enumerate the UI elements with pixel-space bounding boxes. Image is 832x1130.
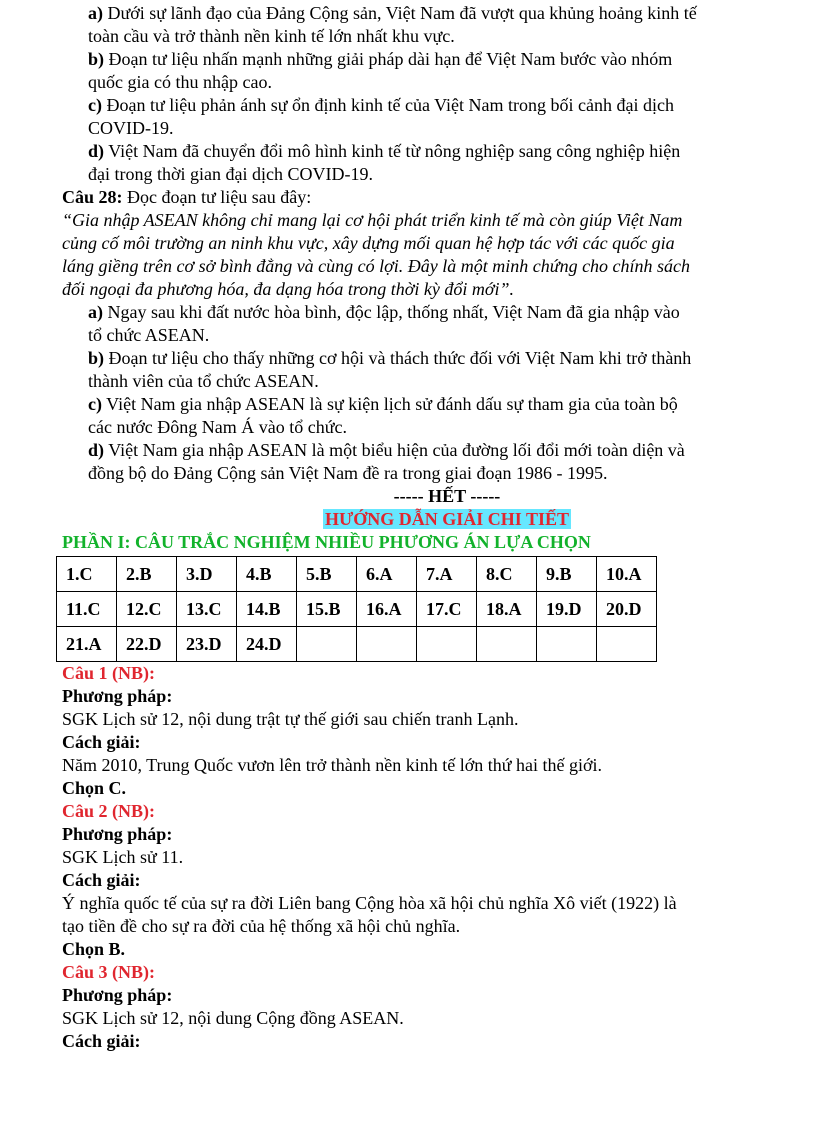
answer-cell: 11.C: [57, 592, 117, 627]
quote-line: củng cố môi trường an ninh khu vực, xây dựng mối quan hệ hợp tác với các quốc gia: [62, 233, 675, 253]
solution-heading: Câu 3 (NB):: [62, 962, 155, 982]
answer-cell: [357, 627, 417, 662]
answer-cell: [297, 627, 357, 662]
solve-text: [0, 892, 832, 938]
part-title: PHẦN I: CÂU TRẮC NGHIỆM NHIỀU PHƯƠNG ÁN LỰA CHỌN: [62, 532, 591, 552]
solve-text-line: tạo tiền đề cho sự ra đời của hệ thống xã hội chủ nghĩa.: [62, 916, 461, 936]
quote-line: đối ngoại đa phương hóa, đa dạng hóa trong thời kỳ đổi mới”.: [62, 279, 514, 299]
option-text-cont: tổ chức ASEAN.: [88, 325, 210, 345]
answer-cell: 13.C: [177, 592, 237, 627]
answer-cell: 8.C: [477, 557, 537, 592]
option-text: Dưới sự lãnh đạo của Đảng Cộng sản, Việt Nam đã vượt qua khủng hoảng kinh tế: [103, 3, 697, 23]
answer-cell: 18.A: [477, 592, 537, 627]
question-label: Câu 28:: [62, 187, 123, 207]
answer-cell: 4.B: [237, 557, 297, 592]
option-label: a): [88, 3, 103, 23]
answer-cell: 20.D: [597, 592, 657, 627]
solve-label: Cách giải:: [62, 1031, 141, 1051]
answer-cell: 10.A: [597, 557, 657, 592]
option-label: c): [88, 95, 102, 115]
option-text-cont: toàn cầu và trở thành nền kinh tế lớn nhất khu vực.: [88, 26, 455, 46]
q28-heading: [0, 186, 832, 209]
option-text-cont: quốc gia có thu nhập cao.: [88, 72, 272, 92]
solution-2: [0, 800, 832, 961]
answer-cell: 16.A: [357, 592, 417, 627]
option-label: b): [88, 348, 105, 368]
answer-cell: 1.C: [57, 557, 117, 592]
guide-title: HƯỚNG DẪN GIẢI CHI TIẾT: [324, 509, 570, 529]
solution-heading: Câu 1 (NB):: [62, 663, 155, 683]
q28-option-b: [0, 347, 832, 393]
q28-option-a: [0, 301, 832, 347]
method-text: SGK Lịch sử 12, nội dung Cộng đồng ASEAN.: [62, 1008, 404, 1028]
answer-cell: [417, 627, 477, 662]
solve-label: Cách giải:: [62, 732, 141, 752]
solve-label: Cách giải:: [62, 870, 141, 890]
answer-cell: [537, 627, 597, 662]
answer-cell: 12.C: [117, 592, 177, 627]
answer-table-body: [57, 557, 657, 662]
q27-option-a: [0, 2, 832, 48]
solve-text-line: Ý nghĩa quốc tế của sự ra đời Liên bang Cộng hòa xã hội chủ nghĩa Xô viết (1922) là: [62, 893, 677, 913]
answer-cell: [477, 627, 537, 662]
answer-cell: 15.B: [297, 592, 357, 627]
option-text-cont: COVID-19.: [88, 118, 174, 138]
option-label: b): [88, 49, 105, 69]
answer-row: [57, 627, 657, 662]
method-text: SGK Lịch sử 12, nội dung trật tự thế giới sau chiến tranh Lạnh.: [62, 709, 519, 729]
answer-cell: 17.C: [417, 592, 477, 627]
option-text-cont: đại trong thời gian đại dịch COVID-19.: [88, 164, 373, 184]
method-label: Phương pháp:: [62, 985, 173, 1005]
answer-cell: 24.D: [237, 627, 297, 662]
option-text-cont: đồng bộ do Đảng Cộng sản Việt Nam đề ra trong giai đoạn 1986 - 1995.: [88, 463, 608, 483]
option-text: Việt Nam gia nhập ASEAN là sự kiện lịch sử đánh dấu sự tham gia của toàn bộ: [101, 394, 678, 414]
solution-1: [0, 662, 832, 800]
q27-option-b: [0, 48, 832, 94]
answer-cell: 23.D: [177, 627, 237, 662]
method-label: Phương pháp:: [62, 824, 173, 844]
option-text: Việt Nam gia nhập ASEAN là một biểu hiện của đường lối đổi mới toàn diện và: [104, 440, 685, 460]
q28-quote: [0, 209, 832, 301]
answer-cell: 7.A: [417, 557, 477, 592]
answer-row: [57, 557, 657, 592]
solve-text: Năm 2010, Trung Quốc vươn lên trở thành nền kinh tế lớn thứ hai thế giới.: [62, 755, 603, 775]
answer-cell: 21.A: [57, 627, 117, 662]
option-text: Đoạn tư liệu nhấn mạnh những giải pháp dài hạn để Việt Nam bước vào nhóm: [104, 49, 673, 69]
choice-text: Chọn C.: [62, 778, 127, 798]
option-label: d): [88, 141, 105, 161]
method-text: SGK Lịch sử 11.: [62, 847, 184, 867]
q27-option-c: [0, 94, 832, 140]
option-text: Đoạn tư liệu phản ánh sự ổn định kinh tế của Việt Nam trong bối cảnh đại dịch: [101, 95, 674, 115]
q27-option-d: [0, 140, 832, 186]
answer-cell: 5.B: [297, 557, 357, 592]
answer-table: [56, 556, 657, 662]
answer-cell: 14.B: [237, 592, 297, 627]
quote-line: “Gia nhập ASEAN không chỉ mang lại cơ hội phát triển kinh tế mà còn giúp Việt Nam: [62, 210, 683, 230]
answer-cell: [597, 627, 657, 662]
q28-option-c: [0, 393, 832, 439]
answer-cell: 2.B: [117, 557, 177, 592]
guide-title-row: [0, 508, 832, 531]
answer-cell: 3.D: [177, 557, 237, 592]
answer-cell: 22.D: [117, 627, 177, 662]
option-text: Đoạn tư liệu cho thấy những cơ hội và thách thức đối với Việt Nam khi trở thành: [104, 348, 692, 368]
q28-option-d: [0, 439, 832, 485]
answer-cell: 9.B: [537, 557, 597, 592]
option-text-cont: các nước Đông Nam Á vào tổ chức.: [88, 417, 347, 437]
option-text: Việt Nam đã chuyển đổi mô hình kinh tế từ nông nghiệp sang công nghiệp hiện: [104, 141, 681, 161]
answer-cell: 6.A: [357, 557, 417, 592]
choice-text: Chọn B.: [62, 939, 126, 959]
option-label: d): [88, 440, 105, 460]
option-label: c): [88, 394, 102, 414]
answer-row: [57, 592, 657, 627]
option-text-cont: thành viên của tổ chức ASEAN.: [88, 371, 319, 391]
answer-cell: 19.D: [537, 592, 597, 627]
option-label: a): [88, 302, 103, 322]
option-text: Ngay sau khi đất nước hòa bình, độc lập, thống nhất, Việt Nam đã gia nhập vào: [103, 302, 680, 322]
document-page: [0, 2, 832, 1053]
solution-heading: Câu 2 (NB):: [62, 801, 155, 821]
method-label: Phương pháp:: [62, 686, 173, 706]
solution-3: [0, 961, 832, 1053]
end-marker: ----- HẾT -----: [393, 486, 501, 506]
question-prompt: Đọc đoạn tư liệu sau đây:: [122, 187, 312, 207]
quote-line: láng giềng trên cơ sở bình đẳng và cùng có lợi. Đây là một minh chứng cho chính sách: [62, 256, 691, 276]
